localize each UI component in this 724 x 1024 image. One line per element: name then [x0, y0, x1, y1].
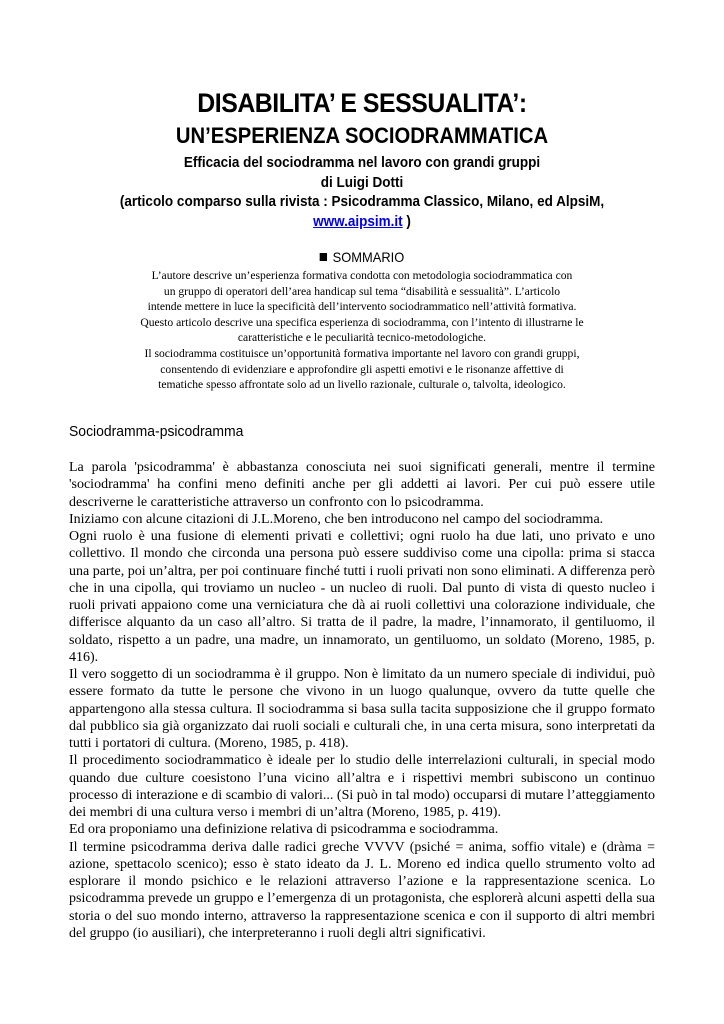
- article-title: DISABILITA’ E SESSUALITA’:: [197, 88, 527, 118]
- summary-line: consentendo di evidenziare e approfondire gli aspetti emotivi e le risonanze affettive di: [160, 362, 564, 376]
- summary-line: un gruppo di operatori dell’area handicap sul tema “disabilità e sessualità”. L’articolo: [163, 284, 561, 298]
- article-subtitle: UN’ESPERIENZA SOCIODRAMMATICA: [175, 123, 549, 148]
- body-paragraph: Iniziamo con alcune citazioni di J.L.Moreno, che ben introducono nel campo del sociodramma.: [69, 511, 604, 527]
- body-paragraph: La parola 'psicodramma' è abbastanza conosciuta nei suoi significati generali, mentre il termine 'sociodramma' ha confini meno definiti anche per gli addetti ai lavori. Per cui può essere utile descriverne le caratteristiche attraverso un confronto con lo psicodramma.: [69, 460, 655, 510]
- body-paragraph: Il vero soggetto di un sociodramma è il gruppo. Non è limitato da un numero speciale di individui, può essere formato da tutte le persone che vivono in un luogo qualunque, ovvero da tutte quelle che appartengono alla stessa cultura. Il sociodramma si basa sulla tacita supposizione che il gruppo formato dal pubblico sia già organizzato dai ruoli sociali e culturali che, in una certa misura, sono interpretati da tutti i portatori di cultura. (Moreno, 1985, p. 418).: [69, 667, 655, 751]
- body-paragraph: Il procedimento sociodrammatico è ideale per lo studio delle interrelazioni culturali, in special modo quando due culture coesistono l’una vicino all’altra e i rispettivi membri subiscono un continuo processo di interazione e di scambio di valori... (Si può in tal modo) occuparsi di mutare l’atteggiamento dei membri di una cultura verso i membri di un’altra (Moreno, 1985, p. 419).: [69, 753, 655, 820]
- article-tagline: Efficacia del sociodramma nel lavoro con grandi gruppi: [183, 154, 541, 171]
- body-paragraph: Ogni ruolo è una fusione di elementi privati e collettivi; ogni ruolo ha due lati, uno privato e uno collettivo. Il mondo che circonda una persona può essere suddiviso come una cipolla: prima si stacca una parte, poi un’altra, per poi continuare finché tutti i ruoli privati non sono eliminati. A differenza però che in una cipolla, qui troviamo un nucleo - un nucleo di ruoli. Dal punto di vista di questo nucleo i ruoli privati appaiono come una verniciatura che dà ai ruoli collettivi una colorazione individuale, che differisce alquanto da un caso all’altro. Si tratta de il padre, la madre, l’innamorato, il gentiluomo, il soldato, rispetto a un padre, una madre, un innamorato, un gentiluomo, un soldato (Moreno, 1985, p. 416).: [69, 529, 656, 665]
- summary-line: caratteristiche e le peculiarità tecnico-metodologiche.: [237, 331, 487, 345]
- summary-abstract: [110, 268, 614, 393]
- summary-line: Il sociodramma costituisce un’opportunità formativa importante nel lavoro con grandi gruppi,: [144, 346, 580, 360]
- article-source-link-line: [36, 212, 688, 231]
- summary-line: L’autore descrive un’esperienza formativa condotta con metodologia sociodrammatica con: [151, 269, 573, 282]
- summary-line: Questo articolo descrive una specifica esperienza di sociodramma, con l’intento di illustrarne le: [140, 315, 584, 329]
- article-source: (articolo comparso sulla rivista : Psicodramma Classico, Milano, ed AlpsiM,: [119, 193, 605, 210]
- article-author: di Luigi Dotti: [320, 174, 404, 191]
- source-link[interactable]: www.aipsim.it: [313, 213, 403, 230]
- body-paragraph: Il termine psicodramma deriva dalle radici greche VVVV (psiché = anima, soffio vitale) e (dràma = azione, spettacolo scenico); esso è stato ideato da J. L. Moreno ed indica quello strumento volto ad esplorare il mondo psichico e le relazioni attraverso l’azione e la rappresentazione scenica. Lo psicodramma prevede un gruppo e l’emergenza di un protagonista, che esplorerà alcuni aspetti della sua storia o del suo mondo interno, attraverso la rappresentazione scenica e con il supporto di altri membri del gruppo (io ausiliari), che interpreteranno i ruoli degli altri significativi.: [69, 839, 655, 941]
- summary-heading: [29, 248, 695, 266]
- article-body: [69, 459, 655, 942]
- section-heading: Sociodramma-psicodramma: [69, 423, 244, 440]
- summary-line: intende mettere in luce la specificità dell’intervento sociodrammatico nell’attività formativa.: [147, 300, 577, 314]
- summary-heading-label: SOMMARIO: [332, 249, 405, 265]
- summary-line: tematiche spesso affrontate solo ad un livello razionale, culturale o, talvolta, ideologico.: [158, 378, 566, 392]
- body-paragraph: Ed ora proponiamo una definizione relativa di psicodramma e sociodramma.: [69, 822, 499, 838]
- source-suffix: ): [402, 213, 411, 230]
- square-bullet-icon: [320, 253, 327, 261]
